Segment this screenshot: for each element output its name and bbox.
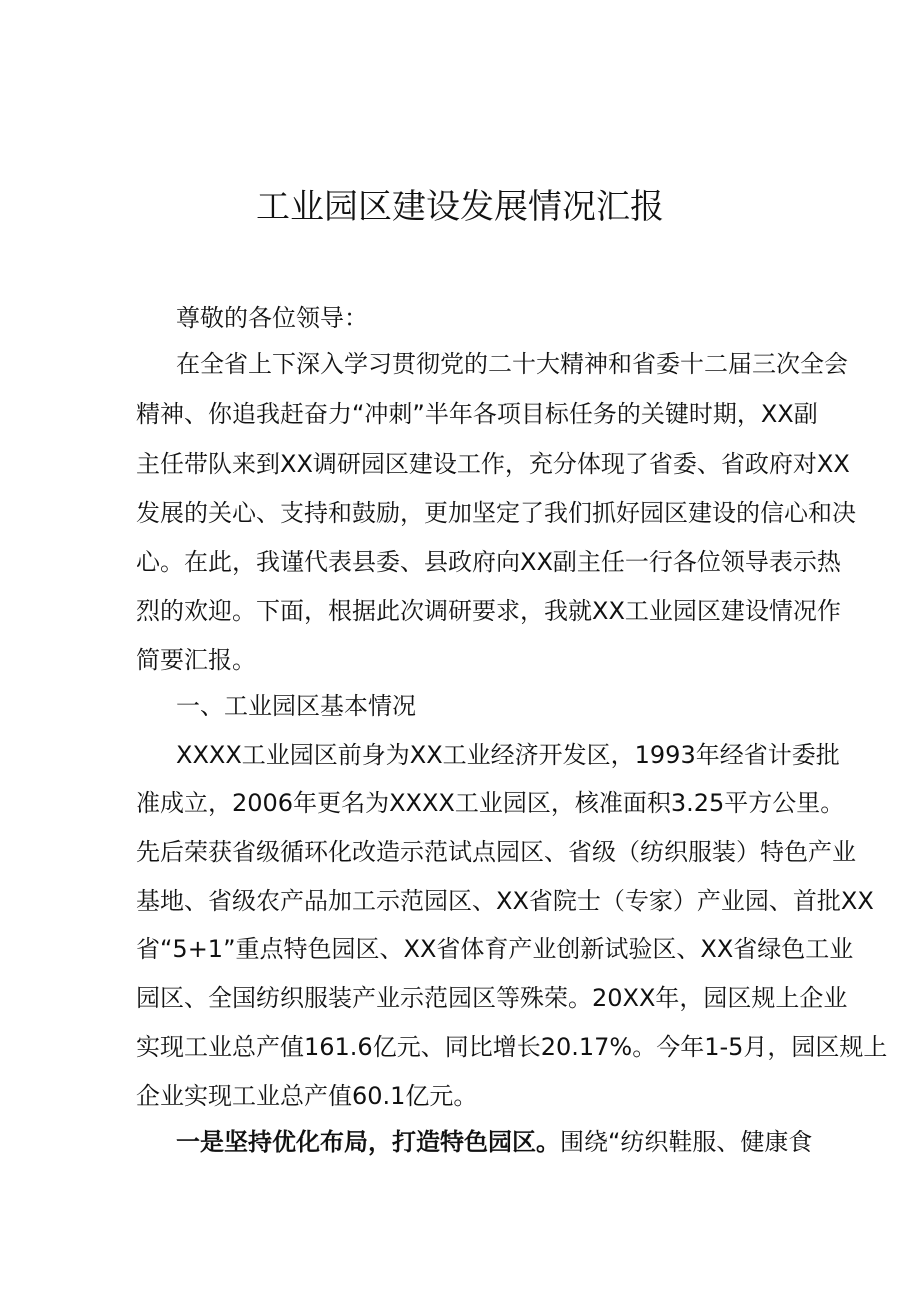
paragraph-line: 实现工业总产值161.6亿元、同比增长20.17%。今年1-5月，园区规上 <box>136 1033 888 1061</box>
paragraph-line: 主任带队来到XX调研园区建设工作，充分体现了省委、省政府对XX <box>136 450 850 478</box>
paragraph-line: 先后荣获省级循环化改造示范试点园区、省级（纺织服装）特色产业 <box>136 838 856 866</box>
paragraph-line: 简要汇报。 <box>136 646 256 674</box>
paragraph-line: 准成立，2006年更名为XXXX工业园区，核准面积3.25平方公里。 <box>136 789 845 817</box>
paragraph-line: 企业实现工业总产值60.1亿元。 <box>136 1082 478 1110</box>
paragraph-line: 在全省上下深入学习贯彻党的二十大精神和省委十二届三次全会 <box>176 350 848 378</box>
paragraph-line: 心。在此，我谨代表县委、县政府向XX副主任一行各位领导表示热 <box>136 548 841 576</box>
paragraph-line: 精神、你追我赶奋力“冲刺”半年各项目标任务的关键时期，XX副 <box>136 400 818 428</box>
paragraph-line: 园区、全国纺织服装产业示范园区等殊荣。20XX年，园区规上企业 <box>136 984 848 1012</box>
point-text: 围绕“纺织鞋服、健康食 <box>560 1128 813 1156</box>
point-paragraph <box>176 1125 812 1159</box>
point-heading: 一是坚持优化布局，打造特色园区。 <box>176 1128 560 1156</box>
salutation: 尊敬的各位领导： <box>176 304 368 332</box>
document-title: 工业园区建设发展情况汇报 <box>256 187 664 227</box>
paragraph-line: 烈的欢迎。下面，根据此次调研要求，我就XX工业园区建设情况作 <box>136 597 841 625</box>
paragraph-line: 省“5+1”重点特色园区、XX省体育产业创新试验区、XX省绿色工业 <box>136 935 854 963</box>
paragraph-line: XXXX工业园区前身为XX工业经济开发区，1993年经省计委批 <box>176 741 840 769</box>
paragraph-line: 基地、省级农产品加工示范园区、XX省院士（专家）产业园、首批XX <box>136 887 874 915</box>
paragraph-line: 发展的关心、支持和鼓励，更加坚定了我们抓好园区建设的信心和决 <box>136 499 856 527</box>
section-heading: 一、工业园区基本情况 <box>176 692 416 720</box>
